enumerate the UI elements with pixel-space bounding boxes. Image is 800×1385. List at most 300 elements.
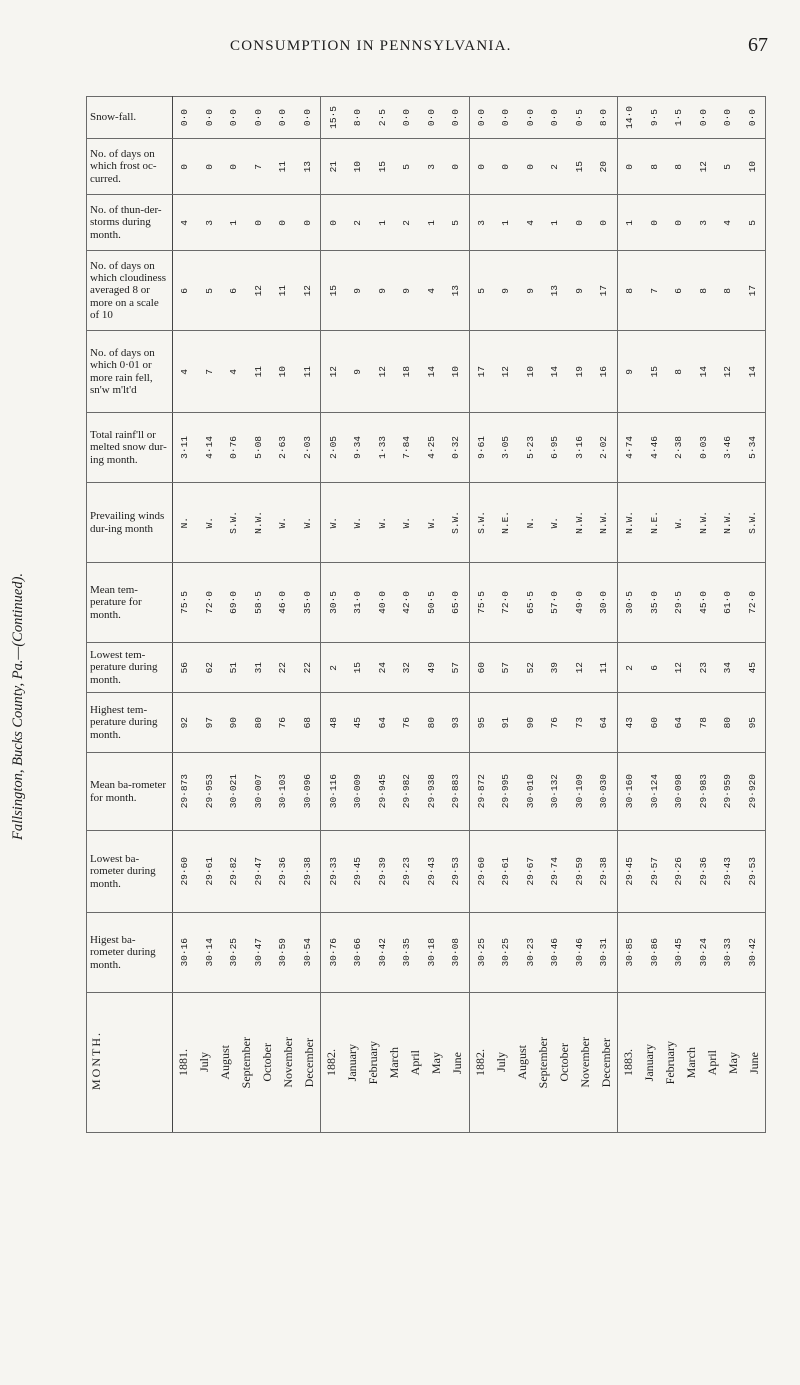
data-value: 60 [475,661,487,674]
group-cell [469,195,617,251]
data-value: 31·0 [352,591,364,614]
data-value: 0·0 [277,108,289,127]
data-value: 29·953 [203,774,215,809]
group-cell [617,483,765,563]
data-value: 12 [327,365,339,378]
data-value: 0 [648,219,660,226]
data-value: 1 [425,219,437,226]
group-cell [173,831,321,913]
data-value: 30·24 [697,938,709,967]
data-value: 30·0 [598,591,610,614]
group-cell [617,195,765,251]
data-value: 30·31 [598,938,610,967]
data-value: 50·5 [425,591,437,614]
data-value: 0 [277,219,289,226]
month-name: July [493,1052,508,1073]
data-value: 5·08 [252,436,264,459]
data-value: 11 [277,160,289,173]
data-value: 4 [722,219,734,226]
data-value: 8 [673,163,685,170]
data-value: 90 [228,716,240,729]
group-cell [321,831,469,913]
data-value: 10 [352,160,364,173]
data-value: 10 [277,365,289,378]
group-cell [173,643,321,693]
data-value: 80 [425,716,437,729]
data-value: 29·82 [228,857,240,886]
group-cell [617,139,765,195]
data-value: 1 [500,219,512,226]
group-cell [321,139,469,195]
data-value: 22 [301,661,313,674]
data-value: 15 [327,284,339,297]
month-name: September [239,1036,254,1089]
row-label-high-bar: Higest ba-rometer during month. [87,913,173,993]
month-name: January [641,1043,656,1082]
data-value: S.W. [475,511,487,534]
data-value: 29·47 [252,857,264,886]
data-value: 9·5 [648,108,660,127]
data-value: N.E. [500,511,512,534]
data-value: 2 [327,664,339,671]
group-cell [617,753,765,831]
data-value: 4 [524,219,536,226]
data-value: 12 [573,661,585,674]
month-column-heading: MONTH. [89,1031,103,1091]
running-title: CONSUMPTION IN PENNSYLVANIA. [230,38,512,54]
data-value: 29·5 [673,591,685,614]
data-value: 1 [624,219,636,226]
data-value: 29·26 [673,857,685,886]
data-value: W. [203,516,215,529]
data-value: 30·46 [549,938,561,967]
month-name: September [535,1036,550,1089]
data-value: 29·43 [722,857,734,886]
data-value: 30·098 [673,774,685,809]
data-value: 15 [352,661,364,674]
group-cell [321,693,469,753]
group-cell [173,913,321,993]
row-high-bar [87,913,766,993]
data-value: 29·74 [549,857,561,886]
data-value: 4 [228,368,240,375]
month-name: November [577,1037,592,1088]
data-value: W. [425,516,437,529]
data-value: W. [327,516,339,529]
data-value: 4 [179,219,191,226]
data-value: 30·25 [228,938,240,967]
data-value: 9 [352,287,364,294]
data-value: 6 [179,287,191,294]
row-mean-bar [87,753,766,831]
data-value: 12 [376,365,388,378]
data-value: 0·32 [450,436,462,459]
data-value: 0 [598,219,610,226]
data-value: 29·45 [352,857,364,886]
data-value: 29·959 [722,774,734,809]
data-value: 10 [524,365,536,378]
row-label-thunder: No. of thun-der-storms during month. [87,195,173,251]
data-value: 5 [203,287,215,294]
group-cell [469,139,617,195]
month-name: December [598,1037,613,1088]
data-value: 11 [277,284,289,297]
data-value: 61·0 [722,591,734,614]
group-cell [173,413,321,483]
row-month [87,993,766,1133]
data-value: 30·007 [252,774,264,809]
data-value: 29·53 [746,857,758,886]
group-cell [173,97,321,139]
month-name: April [408,1049,423,1076]
data-value: 5·34 [746,436,758,459]
data-value: 91 [500,716,512,729]
year-label: 1882. [324,1049,339,1076]
data-value: 60 [648,716,660,729]
data-value: 29·43 [425,857,437,886]
data-value: 15 [376,160,388,173]
data-value: 40·0 [376,591,388,614]
data-value: 0 [301,219,313,226]
group-cell [321,643,469,693]
row-label-mean-bar: Mean ba-rometer for month. [87,753,173,831]
data-value: 1·33 [376,436,388,459]
data-value: 6·95 [549,436,561,459]
group-cell [469,693,617,753]
data-value: 95 [746,716,758,729]
month-name: June [450,1051,465,1074]
data-value: 9·34 [352,436,364,459]
data-value: 15 [648,365,660,378]
data-value: 65·0 [450,591,462,614]
row-label-mean-temp: Mean tem-perature for month. [87,563,173,643]
data-value: 9 [401,287,413,294]
data-value: 29·67 [524,857,536,886]
data-value: 0 [228,163,240,170]
data-value: 0·0 [203,108,215,127]
data-value: 1·5 [673,108,685,127]
data-value: 57 [500,661,512,674]
month-name: November [281,1037,296,1088]
group-cell [173,993,321,1133]
row-rain [87,331,766,413]
row-label-frost: No. of days on which frost oc-curred. [87,139,173,195]
data-value: 8·0 [598,108,610,127]
data-value: 45 [746,661,758,674]
data-value: 31 [252,661,264,674]
data-value: 29·38 [598,857,610,886]
data-value: 29·938 [425,774,437,809]
data-value: 29·36 [277,857,289,886]
data-value: 14 [746,365,758,378]
data-value: 30·54 [301,938,313,967]
data-value: 14·0 [624,106,636,129]
group-cell [469,913,617,993]
data-value: 0 [450,163,462,170]
data-value: 30·116 [327,774,339,809]
group-cell [617,693,765,753]
data-value: 30·030 [598,774,610,809]
data-value: 9·61 [475,436,487,459]
data-value: 49 [425,661,437,674]
data-value: 30·021 [228,774,240,809]
month-name: March [387,1046,402,1079]
group-cell [469,753,617,831]
row-mean-temp [87,563,766,643]
data-value: 12 [673,661,685,674]
data-value: 9 [500,287,512,294]
year-label: 1881. [176,1049,191,1076]
data-value: 35·0 [301,591,313,614]
month-name: August [218,1045,233,1080]
data-value: 2·38 [673,436,685,459]
side-caption: Fallsington, Bucks County, Pa.—(Continued). [10,572,26,840]
data-value: 0 [673,219,685,226]
data-value: 29·983 [697,774,709,809]
data-value: 1 [228,219,240,226]
data-value: 8·0 [352,108,364,127]
group-cell [173,195,321,251]
data-value: 8 [648,163,660,170]
data-value: 2·63 [277,436,289,459]
data-value: 5·23 [524,436,536,459]
data-value: 30·096 [301,774,313,809]
group-cell [469,413,617,483]
data-value: 3·16 [573,436,585,459]
row-high-temp [87,693,766,753]
data-value: 2·02 [598,436,610,459]
data-value: 30·76 [327,938,339,967]
data-value: 69·0 [228,591,240,614]
data-value: 72·0 [203,591,215,614]
group-cell [469,483,617,563]
month-name: January [345,1043,360,1082]
group-cell [469,643,617,693]
data-value: W. [376,516,388,529]
data-value: 64 [376,716,388,729]
data-value: N.W. [252,511,264,534]
data-value: 58·5 [252,591,264,614]
data-value: 7·84 [401,436,413,459]
data-value: 29·873 [179,774,191,809]
row-frost [87,139,766,195]
data-value: 0 [252,219,264,226]
data-value: 0·0 [524,108,536,127]
data-value: 0·0 [697,108,709,127]
month-name: December [302,1037,317,1088]
data-value: 30·132 [549,774,561,809]
data-value: 75·5 [179,591,191,614]
data-value: 4·74 [624,436,636,459]
data-value: 22 [277,661,289,674]
data-value: 49·0 [573,591,585,614]
data-value: 10 [450,365,462,378]
data-value: 4·25 [425,436,437,459]
data-value: 29·995 [500,774,512,809]
data-value: 97 [203,716,215,729]
data-value: 45 [352,716,364,729]
data-value: 0·76 [228,436,240,459]
data-value: 3 [203,219,215,226]
group-cell [173,139,321,195]
data-value: 30·66 [352,938,364,967]
data-value: 0·0 [401,108,413,127]
data-value: 30·16 [179,938,191,967]
data-value: 29·60 [179,857,191,886]
data-value: 6 [673,287,685,294]
data-value: 23 [697,661,709,674]
data-value: 3 [475,219,487,226]
month-name: October [260,1043,275,1082]
data-value: 11 [252,365,264,378]
data-value: 5 [401,163,413,170]
data-value: 3·46 [722,436,734,459]
data-value: 4·46 [648,436,660,459]
data-value: N.E. [648,511,660,534]
group-cell [617,913,765,993]
data-value: 29·883 [450,774,462,809]
data-value: 9 [352,368,364,375]
row-label-rainfall: Total rainf'll or melted snow dur-ing month. [87,413,173,483]
year-label: 1883. [620,1049,635,1076]
data-value: 29·920 [746,774,758,809]
data-value: 19 [573,365,585,378]
data-value: 30·103 [277,774,289,809]
data-value: 64 [673,716,685,729]
data-value: 35·0 [648,591,660,614]
data-value: 57 [450,661,462,674]
data-value: 21 [327,160,339,173]
month-name: May [429,1051,444,1074]
data-value: 9 [524,287,536,294]
row-snow [87,97,766,139]
data-value: 75·5 [475,591,487,614]
data-value: 15·5 [327,106,339,129]
data-value: W. [673,516,685,529]
data-value: 0·0 [746,108,758,127]
data-value: 12 [500,365,512,378]
data-value: 30·45 [673,938,685,967]
data-value: 30·85 [624,938,636,967]
data-value: 3·05 [500,436,512,459]
data-value: 90 [524,716,536,729]
data-value: 12 [252,284,264,297]
data-value: N.W. [598,511,610,534]
group-cell [469,331,617,413]
data-value: 0 [179,163,191,170]
data-value: 68 [301,716,313,729]
data-value: 29·982 [401,774,413,809]
data-value: 5 [475,287,487,294]
group-cell [173,483,321,563]
data-value: 30·33 [722,938,734,967]
row-label-rain: No. of days on which 0·01 or more rain fell, sn'w m'lt'd [87,331,173,413]
data-value: 0·0 [549,108,561,127]
group-cell [321,331,469,413]
data-value: 29·33 [327,857,339,886]
data-value: 29·60 [475,857,487,886]
data-value: 29·61 [203,857,215,886]
data-value: 7 [648,287,660,294]
row-label-cloudy: No. of days on which cloudiness averaged 8 or more on a scale of 10 [87,251,173,331]
data-value: 2 [624,664,636,671]
data-value: 11 [301,365,313,378]
data-value: 0 [500,163,512,170]
data-value: 13 [301,160,313,173]
group-cell [617,831,765,913]
month-name: February [662,1040,677,1085]
data-value: 95 [475,716,487,729]
row-label-low-temp: Lowest tem-perature during month. [87,643,173,693]
data-value: 43 [624,716,636,729]
data-value: 39 [549,661,561,674]
data-value: 14 [697,365,709,378]
data-value: 30·160 [624,774,636,809]
data-value: N.W. [624,511,636,534]
data-value: 5 [450,219,462,226]
data-value: N.W. [697,511,709,534]
data-value: 30·47 [252,938,264,967]
month-name: April [704,1049,719,1076]
data-value: 0·0 [450,108,462,127]
group-cell [173,251,321,331]
group-cell [617,413,765,483]
data-value: 2 [352,219,364,226]
data-value: 3·11 [179,436,191,459]
row-thunder [87,195,766,251]
data-value: 73 [573,716,585,729]
data-value: 1 [549,219,561,226]
row-rainfall [87,413,766,483]
data-value: 32 [401,661,413,674]
group-cell [321,97,469,139]
data-value: 17 [746,284,758,297]
group-cell [321,483,469,563]
data-value: 6 [648,664,660,671]
data-value: 14 [549,365,561,378]
data-value: W. [277,516,289,529]
data-value: S.W. [746,511,758,534]
data-value: 3 [697,219,709,226]
data-value: 4·14 [203,436,215,459]
group-cell [321,195,469,251]
group-cell [321,993,469,1133]
group-cell [617,97,765,139]
month-name: May [725,1051,740,1074]
group-cell [469,563,617,643]
data-value: N. [524,516,536,529]
data-value: 0 [624,163,636,170]
group-cell [321,563,469,643]
data-value: 29·945 [376,774,388,809]
data-value: 18 [401,365,413,378]
data-value: 0·0 [425,108,437,127]
year-label: 1882. [472,1049,487,1076]
data-value: 30·25 [475,938,487,967]
data-value: 4 [179,368,191,375]
data-value: 9 [573,287,585,294]
group-cell [617,563,765,643]
data-value: 24 [376,661,388,674]
data-value: 29·872 [475,774,487,809]
month-name: August [514,1045,529,1080]
data-value: 29·23 [401,857,413,886]
month-name: July [197,1052,212,1073]
data-value: 29·36 [697,857,709,886]
data-value: 16 [598,365,610,378]
row-label-snow: Snow-fall. [87,97,173,139]
group-cell [469,251,617,331]
